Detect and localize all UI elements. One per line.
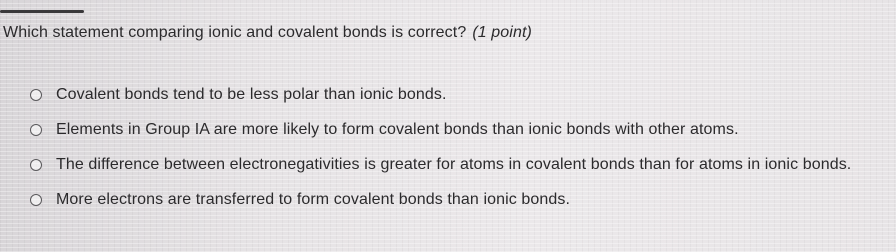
question-text: Which statement comparing ionic and covalent bonds is correct? [3, 24, 467, 41]
answer-option[interactable] [30, 112, 851, 147]
question-prompt [3, 24, 532, 42]
answer-option[interactable] [30, 182, 851, 217]
answer-option-label: More electrons are transferred to form covalent bonds than ionic bonds. [56, 190, 571, 208]
radio-button-icon[interactable] [30, 124, 42, 136]
radio-button-icon[interactable] [30, 194, 42, 206]
answer-option-label: Covalent bonds tend to be less polar than ionic bonds. [56, 85, 447, 103]
answer-option-label: Elements in Group IA are more likely to form covalent bonds than ionic bonds with other atoms. [56, 120, 739, 138]
header-divider [0, 10, 84, 13]
question-points: (1 point) [472, 24, 532, 41]
radio-button-icon[interactable] [30, 159, 42, 171]
answer-option[interactable] [30, 147, 851, 182]
answer-option-label: The difference between electronegativities is greater for atoms in covalent bonds than for atoms in ionic bonds. [56, 155, 852, 173]
answer-options [30, 77, 851, 217]
answer-option[interactable] [30, 77, 851, 112]
radio-button-icon[interactable] [30, 89, 42, 101]
